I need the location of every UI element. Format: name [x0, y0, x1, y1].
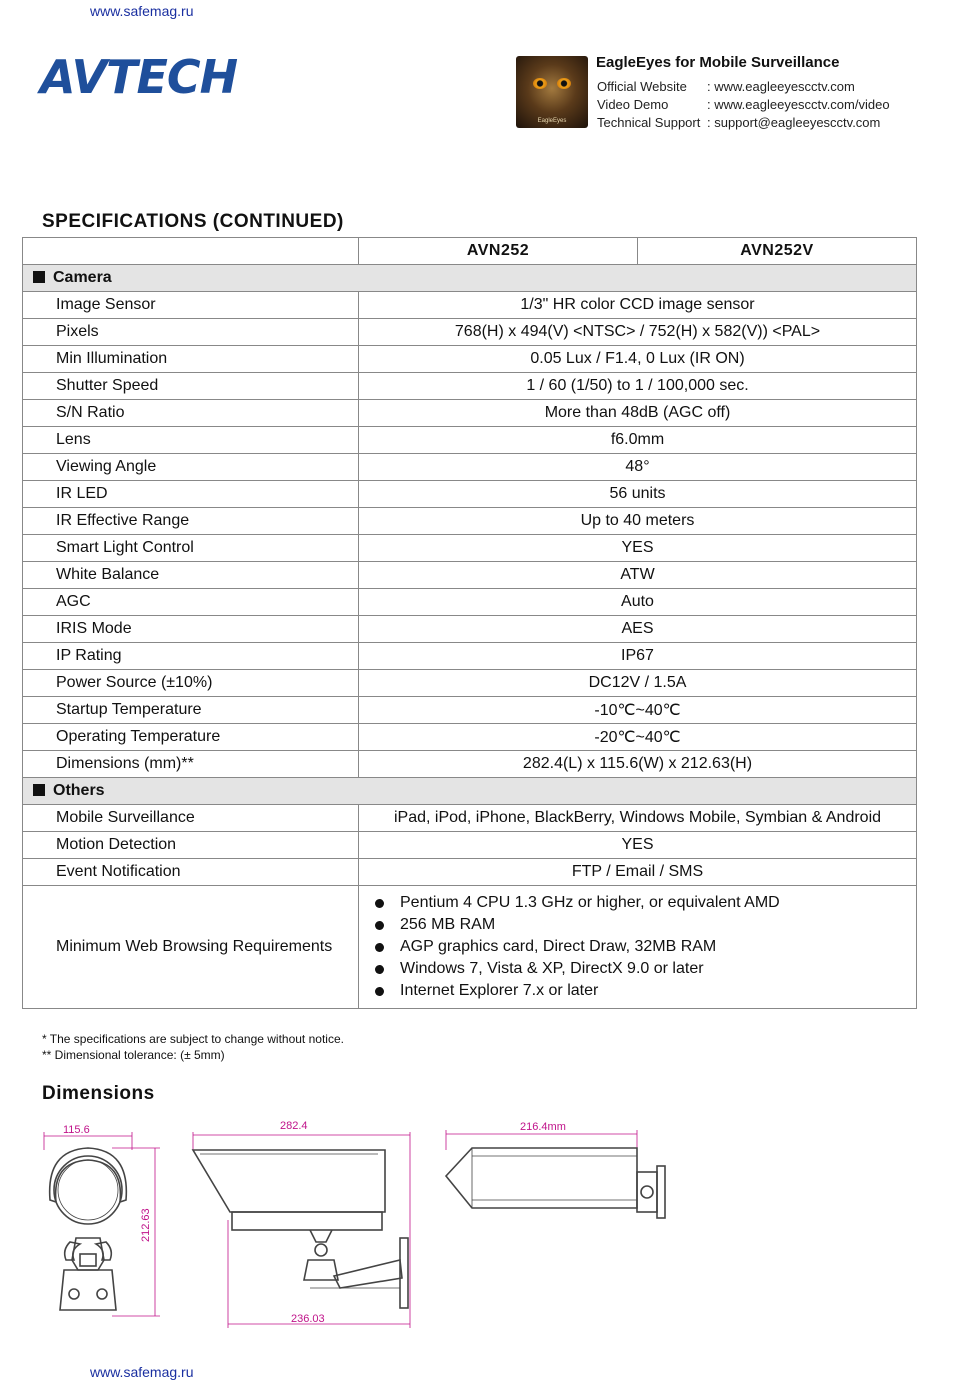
table-row: [23, 535, 917, 562]
spec-label: Motion Detection: [23, 832, 359, 859]
spec-title: SPECIFICATIONS (CONTINUED): [42, 211, 344, 232]
front-width-label: 115.6: [63, 1124, 90, 1136]
spec-label: Dimensions (mm)**: [23, 751, 359, 778]
spec-value: 48°: [359, 454, 917, 481]
spec-value: YES: [359, 535, 917, 562]
spec-label: Operating Temperature: [23, 724, 359, 751]
spec-value: AES: [359, 616, 917, 643]
spec-label: Smart Light Control: [23, 535, 359, 562]
spec-label: Viewing Angle: [23, 454, 359, 481]
spec-value: iPad, iPod, iPhone, BlackBerry, Windows Mobile, Symbian & Android: [359, 805, 917, 832]
requirements-row: [23, 886, 917, 1009]
spec-value: 0.05 Lux / F1.4, 0 Lux (IR ON): [359, 346, 917, 373]
section-camera: [23, 265, 917, 292]
table-row: [23, 805, 917, 832]
spec-label: Min Illumination: [23, 346, 359, 373]
list-item: 256 MB RAM: [373, 914, 916, 936]
owl-eye-icon: [557, 78, 571, 89]
spec-label: Startup Temperature: [23, 697, 359, 724]
owl-eye-icon: [533, 78, 547, 89]
eagleeyes-row-label: Technical Support: [597, 115, 701, 130]
spec-label: S/N Ratio: [23, 400, 359, 427]
spec-value: IP67: [359, 643, 917, 670]
spec-label: IRIS Mode: [23, 616, 359, 643]
dimensions-title: Dimensions: [42, 1083, 155, 1104]
spec-value: More than 48dB (AGC off): [359, 400, 917, 427]
table-row: [23, 481, 917, 508]
spec-label: IP Rating: [23, 643, 359, 670]
eagleeyes-website-link[interactable]: : www.eagleeyescctv.com: [707, 79, 855, 94]
spec-label: IR LED: [23, 481, 359, 508]
table-row: [23, 751, 917, 778]
section-heading: Camera: [53, 269, 112, 286]
section-others: [23, 778, 917, 805]
model-avn252: AVN252: [359, 238, 638, 265]
eagleeyes-owl-logo: [516, 56, 588, 128]
site-url-top[interactable]: www.safemag.ru: [90, 3, 194, 19]
spec-table: [22, 237, 917, 1009]
side-view-drawing: [193, 1132, 410, 1328]
spec-value: YES: [359, 832, 917, 859]
table-row: [23, 859, 917, 886]
spec-value: 1/3" HR color CCD image sensor: [359, 292, 917, 319]
eagleeyes-support-link[interactable]: : support@eagleeyescctv.com: [707, 115, 881, 130]
front-height-label: 212.63: [140, 1208, 152, 1242]
square-bullet-icon: [33, 784, 45, 796]
spec-label: Mobile Surveillance: [23, 805, 359, 832]
spec-label: Image Sensor: [23, 292, 359, 319]
table-row: [23, 319, 917, 346]
spec-value: -20℃~40℃: [359, 724, 917, 751]
table-row: [23, 589, 917, 616]
table-row: [23, 400, 917, 427]
table-row: [23, 562, 917, 589]
eagleeyes-title: EagleEyes for Mobile Surveillance: [596, 54, 840, 71]
top-length-label: 216.4mm: [520, 1121, 566, 1133]
list-item: AGP graphics card, Direct Draw, 32MB RAM: [373, 936, 916, 958]
section-heading: Others: [53, 782, 105, 799]
table-row: [23, 616, 917, 643]
eagleeyes-row-label: Official Website: [597, 79, 687, 94]
list-item: Windows 7, Vista & XP, DirectX 9.0 or later: [373, 958, 916, 980]
spec-value: -10℃~40℃: [359, 697, 917, 724]
table-row: [23, 454, 917, 481]
table-row: [23, 292, 917, 319]
spec-header-blank: [23, 238, 359, 265]
table-row: [23, 643, 917, 670]
list-item: Pentium 4 CPU 1.3 GHz or higher, or equivalent AMD: [373, 892, 916, 914]
spec-label: White Balance: [23, 562, 359, 589]
table-row: [23, 508, 917, 535]
eagleeyes-website-row: [597, 79, 855, 94]
eagleeyes-video-link[interactable]: : www.eagleeyescctv.com/video: [707, 97, 890, 112]
side-length-label: 282.4: [280, 1120, 308, 1132]
site-url-bottom[interactable]: www.safemag.ru: [90, 1364, 194, 1380]
list-item: Internet Explorer 7.x or later: [373, 980, 916, 1002]
spec-value: Auto: [359, 589, 917, 616]
spec-value: DC12V / 1.5A: [359, 670, 917, 697]
spec-label: Power Source (±10%): [23, 670, 359, 697]
spec-value: FTP / Email / SMS: [359, 859, 917, 886]
eagleeyes-row-label: Video Demo: [597, 97, 669, 112]
spec-value: Up to 40 meters: [359, 508, 917, 535]
spec-label: Lens: [23, 427, 359, 454]
spec-label: Event Notification: [23, 859, 359, 886]
spec-label: Shutter Speed: [23, 373, 359, 400]
spec-value: 1 / 60 (1/50) to 1 / 100,000 sec.: [359, 373, 917, 400]
square-bullet-icon: [33, 271, 45, 283]
dimension-drawings: [0, 1110, 960, 1335]
eagleeyes-support-row: [597, 115, 880, 130]
table-row: [23, 346, 917, 373]
owl-logo-caption: EagleEyes: [537, 118, 567, 124]
model-avn252v: AVN252V: [638, 238, 917, 265]
table-row: [23, 832, 917, 859]
table-row: [23, 373, 917, 400]
avtech-logo: AVTECH: [40, 50, 238, 104]
table-row: [23, 670, 917, 697]
spec-value: 282.4(L) x 115.6(W) x 212.63(H): [359, 751, 917, 778]
spec-label: Pixels: [23, 319, 359, 346]
spec-header-row: [23, 238, 917, 265]
tolerance-note: ** Dimensional tolerance: (± 5mm): [42, 1048, 225, 1062]
spec-note: * The specifications are subject to change without notice.: [42, 1032, 344, 1046]
spec-value: f6.0mm: [359, 427, 917, 454]
top-view-drawing: [446, 1130, 665, 1218]
table-row: [23, 724, 917, 751]
spec-label: Minimum Web Browsing Requirements: [23, 886, 359, 1009]
side-bottom-label: 236.03: [291, 1313, 325, 1325]
spec-value: 768(H) x 494(V) <NTSC> / 752(H) x 582(V)) <PAL>: [359, 319, 917, 346]
spec-value: 56 units: [359, 481, 917, 508]
eagleeyes-video-row: [597, 97, 890, 112]
spec-label: IR Effective Range: [23, 508, 359, 535]
spec-label: AGC: [23, 589, 359, 616]
spec-value: ATW: [359, 562, 917, 589]
table-row: [23, 427, 917, 454]
table-row: [23, 697, 917, 724]
requirements-list: [359, 886, 917, 1009]
